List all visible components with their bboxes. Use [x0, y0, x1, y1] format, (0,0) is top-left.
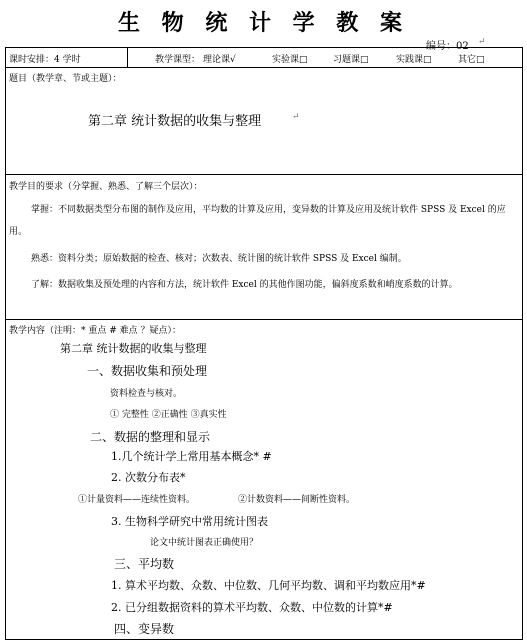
topic-heading: 第二章 统计数据的收集与整理 [88, 114, 262, 129]
course-type-label: 教学课型： [155, 55, 201, 65]
section-2-item-3a: 论文中统计图表正确使用？ [150, 538, 259, 548]
section-2-item-1: 1.几个统计学上常用基本概念* # [111, 450, 272, 463]
type-lab: 实验课□ [272, 55, 308, 65]
class-hours: 课时安排：4 学时 [9, 55, 81, 65]
section-2-item-2b: ②计数资料——间断性资料。 [238, 495, 356, 505]
type-theory: 理论课√ [203, 55, 236, 65]
objectives-label: 教学目的要求（分掌握、熟悉、了解三个层次）： [9, 182, 203, 192]
section-2-heading: 二、数据的整理和显示 [90, 430, 211, 444]
type-other: 其它□ [458, 55, 485, 65]
section-4-heading: 四、变异数 [114, 622, 175, 636]
row-divider [5, 319, 523, 320]
topic-label: 题目（教学章、节或主题）： [9, 74, 122, 84]
paragraph-mark: ↵ [478, 37, 486, 47]
document-number: 编号：02 [426, 41, 469, 52]
type-practice: 实践课□ [396, 55, 432, 65]
page-title: 生 物 统 计 学 教 案 [118, 10, 409, 36]
section-2-item-2: 2. 次数分布表* [111, 471, 186, 484]
section-1-item-a: 资料检查与核对。 [110, 389, 183, 399]
cell-divider [127, 47, 128, 67]
section-1-item-b: ① 完整性 ②正确性 ③真实性 [110, 410, 227, 420]
paragraph-mark: ↵ [292, 112, 300, 122]
section-1-heading: 一、数据收集和预处理 [87, 364, 208, 378]
section-3-heading: 三、平均数 [114, 557, 175, 571]
content-chapter: 第二章 统计数据的收集与整理 [60, 342, 207, 355]
type-exercise: 习题课□ [333, 55, 369, 65]
section-3-item-1: 1. 算术平均数、众数、中位数、几何平均数、调和平均数应用*# [111, 579, 426, 592]
row-divider [5, 67, 523, 68]
section-3-item-2: 2. 已分组数据资料的算术平均数、众数、中位数的计算*# [111, 601, 393, 614]
content-label: 教学内容（注明：* 重点 # 难点 ？疑点）： [9, 326, 181, 336]
objective-familiar: 熟悉：资料分类；原始数据的检查、核对；次数表、统计图的统计软件 SPSS 及 Excel 编制。 [31, 254, 407, 264]
objective-master: 掌握：不同数据类型分布图的制作及应用，平均数的计算及应用，变异数的计算及应用及统计软件 SPSS 及 Excel 的应用。 [9, 205, 506, 237]
row-divider [5, 174, 523, 175]
section-2-item-2a: ①计量资料——连续性资料。 [78, 495, 196, 505]
objective-understand: 了解：数据收集及预处理的内容和方法，统计软件 Excel 的其他作图功能，偏斜度系数和峭度系数的计算。 [31, 280, 458, 290]
section-2-item-3: 3. 生物科学研究中常用统计图表 [111, 515, 268, 528]
